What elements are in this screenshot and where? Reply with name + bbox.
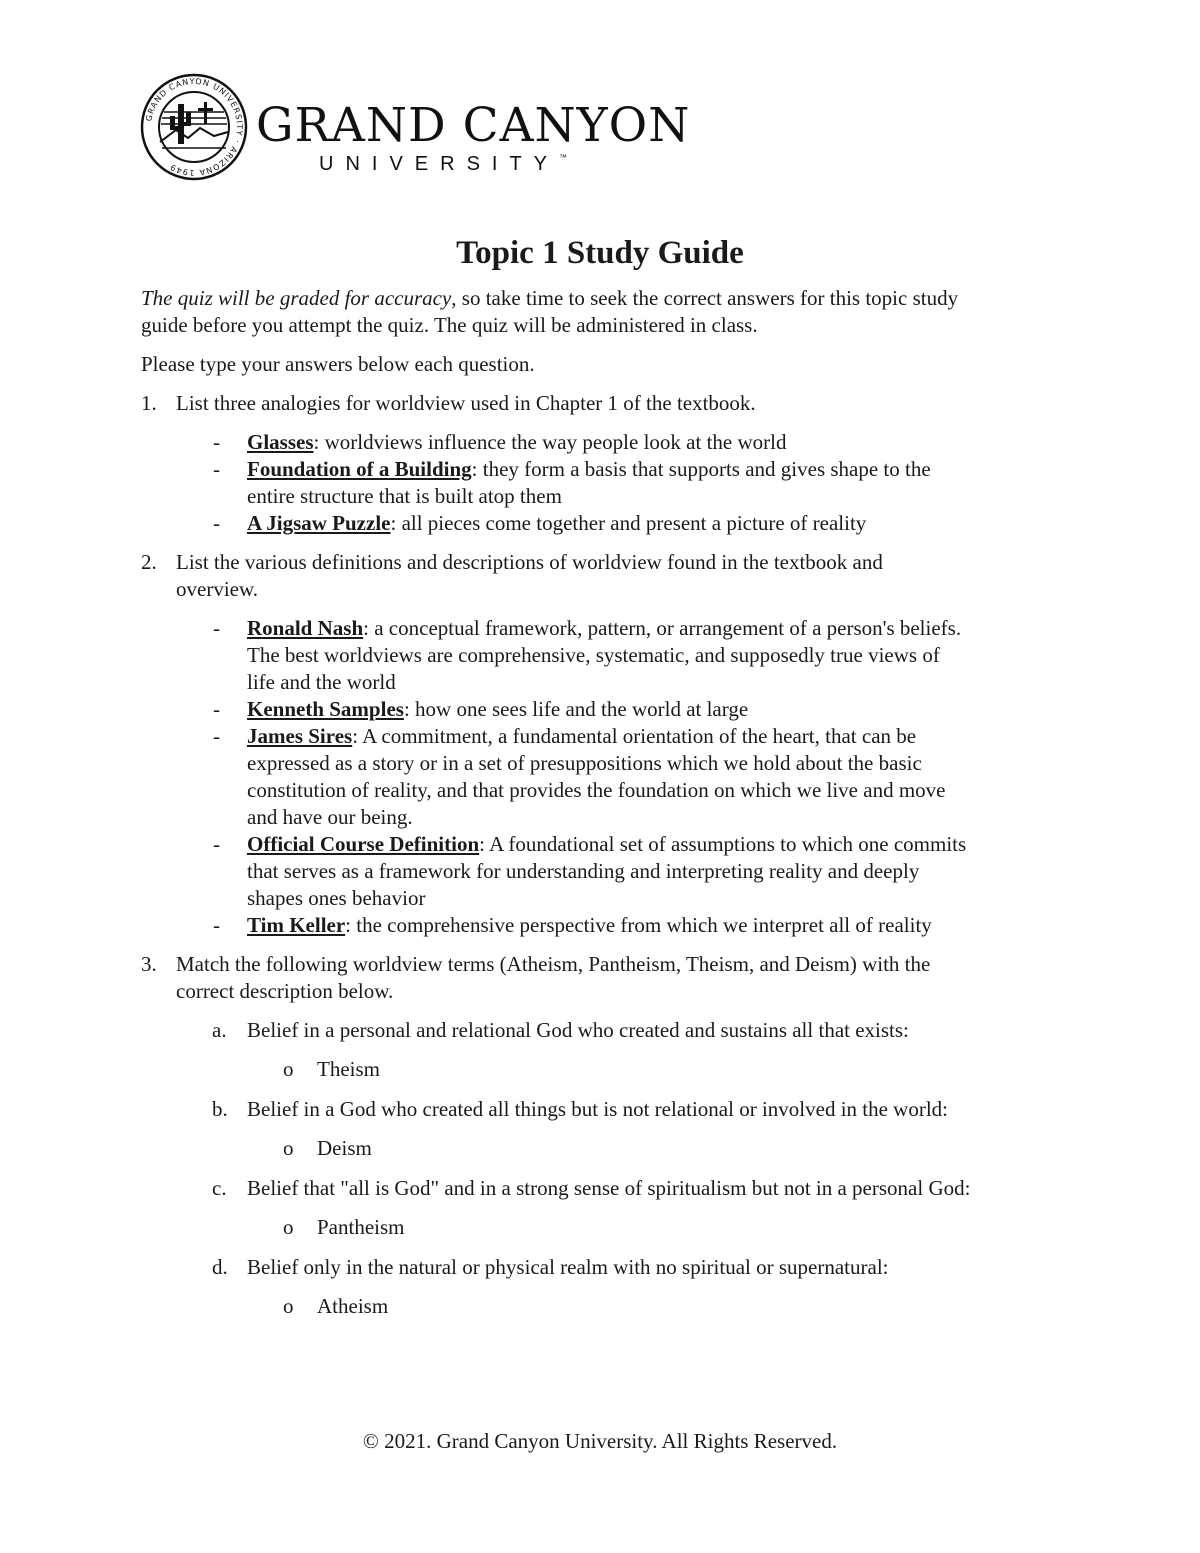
answer-1-glasses: Glasses: worldviews influence the way people look at the world [247,430,787,454]
answer-dash: - [213,430,220,454]
instruction-text: Please type your answers below each question. [141,352,535,376]
item-c-description: Belief that "all is God" and in a strong sense of spiritualism but not in a personal God: [247,1176,971,1200]
item-letter: b. [212,1097,228,1121]
answer-2-keller: Tim Keller: the comprehensive perspective from which we interpret all of reality [247,913,932,937]
item-a-description: Belief in a personal and relational God who created and sustains all that exists: [247,1018,909,1042]
item-bullet: o [283,1057,294,1081]
answer-dash: - [213,511,220,535]
question-3-number: 3. [141,952,157,976]
copyright-footer: © 2021. Grand Canyon University. All Rights Reserved. [362,1429,838,1453]
answer-2-nash: Ronald Nash: a conceptual framework, pattern, or arrangement of a person's beliefs. [247,616,962,640]
item-d-description: Belief only in the natural or physical realm with no spiritual or supernatural: [247,1255,889,1279]
item-c-answer: Pantheism [317,1215,405,1239]
answer-term: A Jigsaw Puzzle [247,511,391,535]
answer-continuation: that serves as a framework for understanding and interpreting reality and deeply [247,859,920,883]
answer-dash: - [213,616,220,640]
answer-continuation: The best worldviews are comprehensive, systematic, and supposedly true views of [247,643,940,667]
answer-continuation: expressed as a story or in a set of presuppositions which we hold about the basic [247,751,922,775]
question-3-text-cont: correct description below. [176,979,394,1003]
item-bullet: o [283,1294,294,1318]
answer-dash: - [213,697,220,721]
question-2-text: List the various definitions and descriptions of worldview found in the textbook and [176,550,883,574]
university-seal-icon [138,72,250,182]
answer-term: Foundation of a Building [247,457,472,481]
answer-continuation: entire structure that is built atop them [247,484,562,508]
answer-term: Kenneth Samples [247,697,404,721]
question-1-text: List three analogies for worldview used in Chapter 1 of the textbook. [176,391,756,415]
logo-wordmark-line1: GRAND CANYON [256,98,691,153]
answer-dash: - [213,457,220,481]
answer-continuation: and have our being. [247,805,413,829]
answer-continuation: constitution of reality, and that provides the foundation on which we live and move [247,778,946,802]
question-1-number: 1. [141,391,157,415]
item-bullet: o [283,1215,294,1239]
answer-2-samples: Kenneth Samples: how one sees life and the world at large [247,697,749,721]
answer-term: Ronald Nash [247,616,364,640]
answer-2-official: Official Course Definition: A foundational set of assumptions to which one commits [247,832,967,856]
item-letter: a. [212,1018,227,1042]
svg-text:GRAND CANYON UNIVERSITY · ARIZ: GRAND CANYON UNIVERSITY · ARIZONA 1949 [144,76,245,178]
answer-continuation: life and the world [247,670,396,694]
answer-term: Glasses [247,430,314,454]
question-2-number: 2. [141,550,157,574]
answer-term: Official Course Definition [247,832,480,856]
university-logo [138,72,691,182]
trademark-symbol: ™ [559,153,568,162]
intro-italic: The quiz will be graded for accuracy [141,286,452,310]
answer-1-foundation: Foundation of a Building: they form a basis that supports and gives shape to the [247,457,931,481]
question-3-text: Match the following worldview terms (Atheism, Pantheism, Theism, and Deism) with the [176,952,931,976]
answer-term: Tim Keller [247,913,346,937]
item-b-answer: Deism [317,1136,372,1160]
item-d-answer: Atheism [317,1294,389,1318]
answer-1-jigsaw: A Jigsaw Puzzle: all pieces come together and present a picture of reality [247,511,867,535]
question-2-text-cont: overview. [176,577,259,601]
intro-line-1: The quiz will be graded for accuracy, so take time to seek the correct answers for this topic study [141,286,959,310]
item-letter: d. [212,1255,228,1279]
item-a-answer: Theism [317,1057,380,1081]
answer-continuation: shapes ones behavior [247,886,426,910]
item-letter: c. [212,1176,227,1200]
item-b-description: Belief in a God who created all things but is not relational or involved in the world: [247,1097,949,1121]
intro-line-2: guide before you attempt the quiz. The quiz will be administered in class. [141,313,758,337]
answer-dash: - [213,832,220,856]
answer-term: James Sires [247,724,353,748]
answer-2-sires: James Sires: A commitment, a fundamental orientation of the heart, that can be [247,724,917,748]
answer-dash: - [213,913,220,937]
item-bullet: o [283,1136,294,1160]
page-title: Topic 1 Study Guide [456,235,744,271]
logo-wordmark-line2: UNIVERSITY™ [319,153,568,175]
answer-dash: - [213,724,220,748]
